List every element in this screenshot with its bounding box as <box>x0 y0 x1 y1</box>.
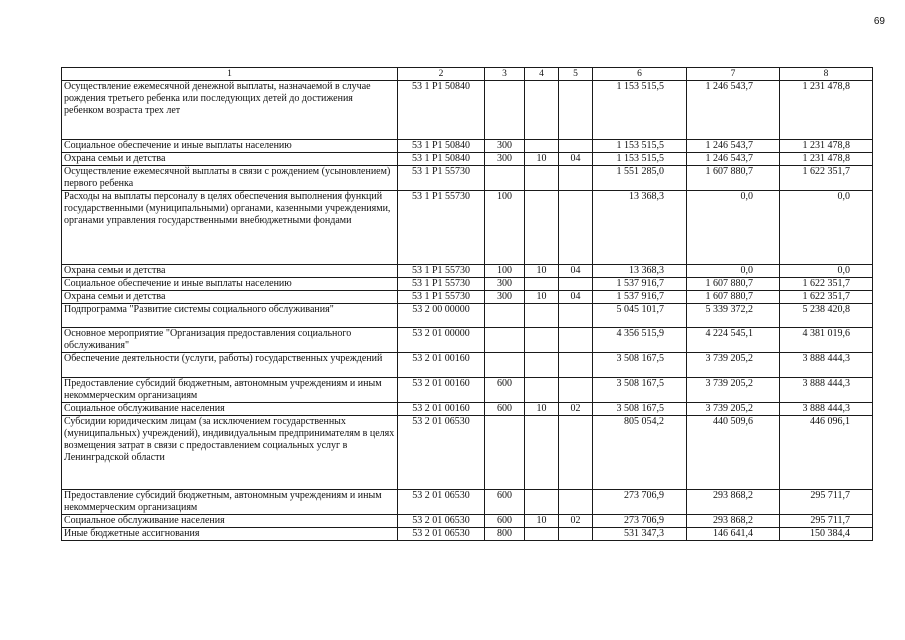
header-cell: 2 <box>398 68 485 81</box>
row-code-cell: 53 1 P1 55730 <box>398 278 485 291</box>
row-amount-3-cell: 0,0 <box>780 191 873 265</box>
table-row <box>62 278 873 291</box>
row-code-cell: 53 2 01 00160 <box>398 378 485 403</box>
budget-table <box>61 67 873 541</box>
row-amount-2-cell: 440 509,6 <box>687 416 780 490</box>
row-code-cell: 53 1 P1 50840 <box>398 81 485 140</box>
row-amount-1-cell: 5 045 101,7 <box>593 304 687 328</box>
row-subsection-cell: 04 <box>559 265 593 278</box>
row-amount-2-cell: 1 246 543,7 <box>687 140 780 153</box>
row-name-cell: Охрана семьи и детства <box>62 265 398 278</box>
row-amount-1-cell: 13 368,3 <box>593 265 687 278</box>
row-name-cell: Охрана семьи и детства <box>62 153 398 166</box>
header-cell: 1 <box>62 68 398 81</box>
row-amount-3-cell: 0,0 <box>780 265 873 278</box>
row-amount-1-cell: 3 508 167,5 <box>593 378 687 403</box>
row-amount-2-cell: 3 739 205,2 <box>687 353 780 378</box>
row-amount-1-cell: 1 153 515,5 <box>593 140 687 153</box>
row-name-cell: Обеспечение деятельности (услуги, работы) государственных учреждений <box>62 353 398 378</box>
row-amount-2-cell: 0,0 <box>687 191 780 265</box>
row-subsection-cell <box>559 166 593 191</box>
row-subsection-cell <box>559 378 593 403</box>
row-amount-3-cell: 1 231 478,8 <box>780 81 873 140</box>
row-subsection-cell <box>559 304 593 328</box>
row-amount-1-cell: 3 508 167,5 <box>593 403 687 416</box>
row-code-cell: 53 2 00 00000 <box>398 304 485 328</box>
row-amount-2-cell: 1 246 543,7 <box>687 153 780 166</box>
row-subsection-cell <box>559 490 593 515</box>
row-section-cell <box>525 353 559 378</box>
table-row <box>62 378 873 403</box>
row-amount-2-cell: 146 641,4 <box>687 528 780 541</box>
row-amount-1-cell: 13 368,3 <box>593 191 687 265</box>
row-subsection-cell <box>559 81 593 140</box>
table-row <box>62 81 873 140</box>
row-name-cell: Охрана семьи и детства <box>62 291 398 304</box>
row-expense-type-cell: 600 <box>485 403 525 416</box>
row-section-cell: 10 <box>525 265 559 278</box>
row-section-cell <box>525 304 559 328</box>
row-expense-type-cell <box>485 328 525 353</box>
row-name-cell: Осуществление ежемесячной денежной выплаты, назначаемой в случае рождения третьего ребенка или последующих детей до достижения ребенком возраста трех лет <box>62 81 398 140</box>
row-amount-3-cell: 446 096,1 <box>780 416 873 490</box>
row-amount-3-cell: 150 384,4 <box>780 528 873 541</box>
row-amount-2-cell: 0,0 <box>687 265 780 278</box>
row-amount-2-cell: 1 607 880,7 <box>687 166 780 191</box>
row-subsection-cell: 02 <box>559 515 593 528</box>
row-amount-2-cell: 1 246 543,7 <box>687 81 780 140</box>
row-expense-type-cell <box>485 353 525 378</box>
row-section-cell <box>525 166 559 191</box>
row-amount-3-cell: 1 622 351,7 <box>780 278 873 291</box>
row-amount-3-cell: 3 888 444,3 <box>780 403 873 416</box>
row-amount-2-cell: 5 339 372,2 <box>687 304 780 328</box>
row-subsection-cell: 04 <box>559 153 593 166</box>
row-code-cell: 53 1 P1 50840 <box>398 153 485 166</box>
row-amount-2-cell: 1 607 880,7 <box>687 278 780 291</box>
row-name-cell: Предоставление субсидий бюджетным, автономным учреждениям и иным некоммерческим организациям <box>62 378 398 403</box>
table-row <box>62 490 873 515</box>
row-expense-type-cell <box>485 416 525 490</box>
row-subsection-cell: 02 <box>559 403 593 416</box>
row-amount-3-cell: 3 888 444,3 <box>780 378 873 403</box>
row-amount-2-cell: 3 739 205,2 <box>687 403 780 416</box>
row-amount-3-cell: 295 711,7 <box>780 490 873 515</box>
row-subsection-cell <box>559 328 593 353</box>
table-row <box>62 353 873 378</box>
row-expense-type-cell: 300 <box>485 140 525 153</box>
header-cell: 3 <box>485 68 525 81</box>
row-section-cell: 10 <box>525 153 559 166</box>
table-row <box>62 528 873 541</box>
header-cell: 7 <box>687 68 780 81</box>
row-amount-1-cell: 4 356 515,9 <box>593 328 687 353</box>
row-name-cell: Иные бюджетные ассигнования <box>62 528 398 541</box>
row-amount-1-cell: 1 153 515,5 <box>593 153 687 166</box>
row-amount-2-cell: 293 868,2 <box>687 490 780 515</box>
table-row <box>62 191 873 265</box>
row-amount-1-cell: 805 054,2 <box>593 416 687 490</box>
row-expense-type-cell <box>485 166 525 191</box>
table-header-row <box>62 68 873 81</box>
row-name-cell: Социальное обслуживание населения <box>62 515 398 528</box>
page-number: 69 <box>873 16 885 27</box>
row-subsection-cell <box>559 278 593 291</box>
row-section-cell <box>525 378 559 403</box>
table-row <box>62 153 873 166</box>
row-amount-1-cell: 273 706,9 <box>593 490 687 515</box>
row-amount-2-cell: 4 224 545,1 <box>687 328 780 353</box>
row-name-cell: Социальное обслуживание населения <box>62 403 398 416</box>
row-expense-type-cell: 300 <box>485 291 525 304</box>
row-amount-2-cell: 3 739 205,2 <box>687 378 780 403</box>
row-expense-type-cell: 100 <box>485 191 525 265</box>
row-expense-type-cell <box>485 81 525 140</box>
row-code-cell: 53 1 P1 50840 <box>398 140 485 153</box>
row-amount-3-cell: 1 622 351,7 <box>780 166 873 191</box>
row-code-cell: 53 2 01 06530 <box>398 528 485 541</box>
table-row <box>62 515 873 528</box>
row-amount-1-cell: 3 508 167,5 <box>593 353 687 378</box>
row-code-cell: 53 1 P1 55730 <box>398 166 485 191</box>
row-amount-2-cell: 293 868,2 <box>687 515 780 528</box>
row-code-cell: 53 2 01 06530 <box>398 490 485 515</box>
row-name-cell: Подпрограмма "Развитие системы социального обслуживания" <box>62 304 398 328</box>
row-amount-1-cell: 1 551 285,0 <box>593 166 687 191</box>
row-section-cell: 10 <box>525 403 559 416</box>
row-section-cell <box>525 191 559 265</box>
row-section-cell: 10 <box>525 515 559 528</box>
row-name-cell: Расходы на выплаты персоналу в целях обеспечения выполнения функций государственными (муниципальными) органами, казенными учреждениями, органами управления государственными внебюджетными фондами <box>62 191 398 265</box>
header-cell: 5 <box>559 68 593 81</box>
row-expense-type-cell: 600 <box>485 515 525 528</box>
row-code-cell: 53 1 P1 55730 <box>398 291 485 304</box>
row-amount-3-cell: 295 711,7 <box>780 515 873 528</box>
table-row <box>62 328 873 353</box>
row-amount-3-cell: 5 238 420,8 <box>780 304 873 328</box>
row-section-cell <box>525 416 559 490</box>
row-amount-3-cell: 1 231 478,8 <box>780 153 873 166</box>
row-expense-type-cell: 300 <box>485 153 525 166</box>
row-section-cell <box>525 278 559 291</box>
row-subsection-cell <box>559 528 593 541</box>
row-amount-1-cell: 1 537 916,7 <box>593 291 687 304</box>
row-code-cell: 53 2 01 00000 <box>398 328 485 353</box>
table-row <box>62 304 873 328</box>
header-cell: 4 <box>525 68 559 81</box>
row-amount-2-cell: 1 607 880,7 <box>687 291 780 304</box>
row-code-cell: 53 1 P1 55730 <box>398 265 485 278</box>
table-row <box>62 140 873 153</box>
row-section-cell <box>525 528 559 541</box>
row-amount-1-cell: 1 153 515,5 <box>593 81 687 140</box>
row-expense-type-cell: 100 <box>485 265 525 278</box>
row-code-cell: 53 1 P1 55730 <box>398 191 485 265</box>
header-cell: 8 <box>780 68 873 81</box>
row-subsection-cell <box>559 353 593 378</box>
table-row <box>62 291 873 304</box>
row-amount-3-cell: 1 622 351,7 <box>780 291 873 304</box>
row-amount-1-cell: 531 347,3 <box>593 528 687 541</box>
row-name-cell: Осуществление ежемесячной выплаты в связи с рождением (усыновлением) первого ребенка <box>62 166 398 191</box>
row-code-cell: 53 2 01 00160 <box>398 353 485 378</box>
row-subsection-cell <box>559 140 593 153</box>
row-name-cell: Субсидии юридическим лицам (за исключением государственных (муниципальных) учреждений), индивидуальным предпринимателям в целях возмещения затрат в связи с предоставлением социальных услуг в Ленинградской области <box>62 416 398 490</box>
row-section-cell <box>525 490 559 515</box>
row-section-cell <box>525 81 559 140</box>
row-amount-3-cell: 4 381 019,6 <box>780 328 873 353</box>
row-subsection-cell: 04 <box>559 291 593 304</box>
table-row <box>62 403 873 416</box>
row-expense-type-cell <box>485 304 525 328</box>
header-cell: 6 <box>593 68 687 81</box>
row-amount-3-cell: 3 888 444,3 <box>780 353 873 378</box>
row-expense-type-cell: 600 <box>485 378 525 403</box>
row-code-cell: 53 2 01 06530 <box>398 416 485 490</box>
row-section-cell <box>525 140 559 153</box>
row-expense-type-cell: 600 <box>485 490 525 515</box>
row-section-cell <box>525 328 559 353</box>
row-code-cell: 53 2 01 06530 <box>398 515 485 528</box>
table-row <box>62 265 873 278</box>
row-name-cell: Основное мероприятие "Организация предоставления социального обслуживания" <box>62 328 398 353</box>
row-amount-1-cell: 1 537 916,7 <box>593 278 687 291</box>
row-expense-type-cell: 800 <box>485 528 525 541</box>
row-expense-type-cell: 300 <box>485 278 525 291</box>
row-amount-1-cell: 273 706,9 <box>593 515 687 528</box>
row-subsection-cell <box>559 191 593 265</box>
table-row <box>62 166 873 191</box>
table-row <box>62 416 873 490</box>
row-amount-3-cell: 1 231 478,8 <box>780 140 873 153</box>
row-name-cell: Социальное обеспечение и иные выплаты населению <box>62 278 398 291</box>
row-name-cell: Социальное обеспечение и иные выплаты населению <box>62 140 398 153</box>
row-code-cell: 53 2 01 00160 <box>398 403 485 416</box>
row-subsection-cell <box>559 416 593 490</box>
row-section-cell: 10 <box>525 291 559 304</box>
row-name-cell: Предоставление субсидий бюджетным, автономным учреждениям и иным некоммерческим организациям <box>62 490 398 515</box>
